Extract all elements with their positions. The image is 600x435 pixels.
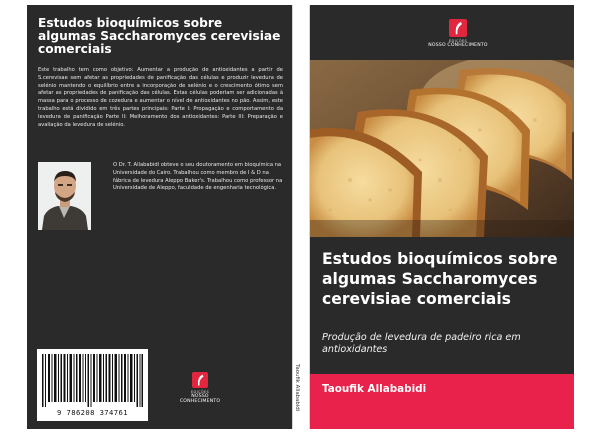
publisher-label-small: EDIÇÕES (448, 39, 468, 43)
publisher-label-small: EDIÇÕES (190, 390, 210, 394)
publisher-logo-icon (192, 372, 208, 388)
front-cover-author: Taoufik Allababidi (322, 383, 427, 395)
author-photo (38, 162, 91, 230)
back-cover-summary: Este trabalho tem como objetivo: Aumentar a produção de antioxidantes a partir de S.cerevisae sem afetar as propriedades de panificação das células e produzir levedura de selénio mantendo o equilíbrio entre a incorporação de selénio e o crescimento ótimo sem afetar as propriedades de panificação das células. Estas células poderiam ser adicionadas à massa para o processo de cozedura e aumentar o nível de antioxidantes no pão. Assim, este trabalho está dividido em três partes principais: Parte I: Propagação e comportamento da levedura de panificação Parte II: Melhoramento dos antioxidantes: Parte III: Preparação e avaliação da levedura de selénio. (38, 67, 283, 128)
front-cover (310, 5, 574, 429)
publisher-label: NOSSO CONHECIMENTO (179, 394, 221, 404)
front-cover-subtitle: Produção de levedura de padeiro rica em antioxidantes (322, 332, 521, 355)
front-cover-title: Estudos bioquímicos sobre algumas Saccharomyces cerevisiae comerciais (322, 250, 558, 308)
back-publisher-logo (172, 372, 228, 404)
barcode-bars (42, 354, 143, 407)
publisher-logo-icon (449, 19, 467, 37)
back-cover-title: Estudos bioquímicos sobre algumas Saccharomyces cerevisiae comerciais (38, 16, 281, 56)
front-publisher-logo (428, 19, 488, 48)
author-bio: O Dr. T. Allababidi obteve o seu doutoramento em bioquímica na Universidade do Cairo. Trabalhou como membro de I & D na fábrica de levedura Aleppo Baker's. Trabalhou como professor na Universidade de Aleppo, faculdade de engenharia tecnológica. (113, 162, 283, 192)
author-band (310, 374, 574, 429)
spine-author: Taoufik Allababidi (294, 364, 300, 412)
bread-photo (310, 60, 574, 237)
publisher-label: NOSSO CONHECIMENTO (428, 43, 488, 48)
barcode (37, 349, 148, 421)
isbn-digits: 9 786208 374761 (57, 408, 128, 417)
back-cover (27, 5, 292, 429)
